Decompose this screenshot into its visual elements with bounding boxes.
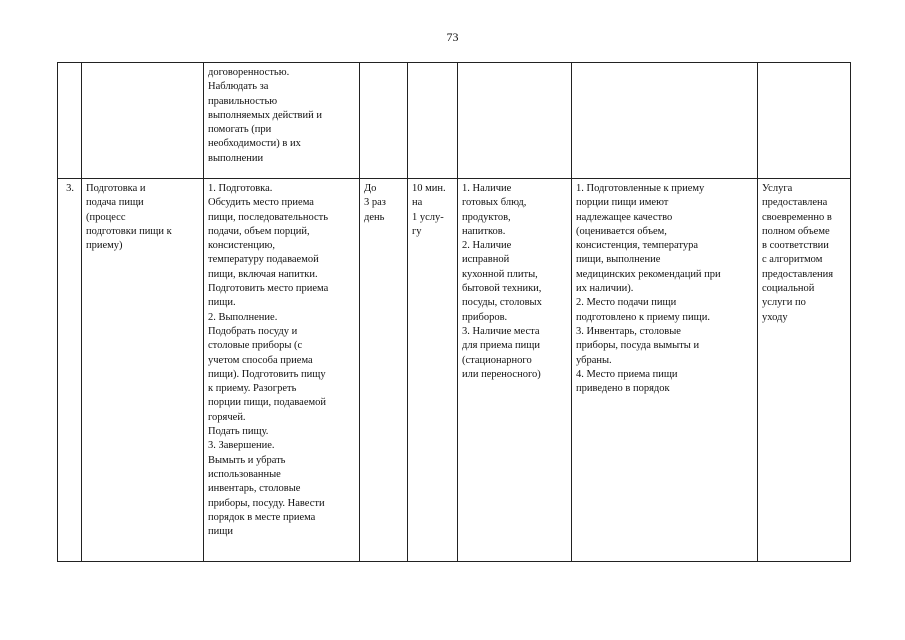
cell-number [58, 63, 82, 179]
cell-quality: 1. Подготовленные к приему порции пищи имеют надлежащее качество (оценивается объем, консистенция, температура пищи, выполнение медицинских рекомендаций при их наличии). 2. Место подачи пищи подготовлено к приему пищи. 3. Инвентарь, столовые приборы, посуда вымыты и убраны. 4. Место приема пищи приведено в порядок [572, 179, 758, 562]
cell-service-name: Подготовка и подача пищи (процесс подготовки пищи к приему) [82, 179, 204, 562]
cell-service-name [82, 63, 204, 179]
cell-result [758, 63, 851, 179]
cell-conditions: 1. Наличие готовых блюд, продуктов, напитков. 2. Наличие исправной кухонной плиты, бытовой техники, посуды, столовых приборов. 3. Наличие места для приема пищи (стационарного или переносного) [458, 179, 572, 562]
cell-quality [572, 63, 758, 179]
cell-duration: 10 мин. на 1 услу- гу [408, 179, 458, 562]
cell-frequency [360, 63, 408, 179]
service-standard-table [57, 62, 851, 562]
cell-frequency: До 3 раз день [360, 179, 408, 562]
cell-description: договоренностью. Наблюдать за правильностью выполняемых действий и помогать (при необходимости) в их выполнении [204, 63, 360, 179]
table-row-service-3 [58, 179, 851, 562]
page-number: 73 [446, 30, 459, 44]
table-row-continuation [58, 63, 851, 179]
cell-duration [408, 63, 458, 179]
cell-result: Услуга предоставлена своевременно в полном объеме в соответствии с алгоритмом предоставления социальной услуги по уходу [758, 179, 851, 562]
cell-number: 3. [58, 179, 82, 562]
cell-conditions [458, 63, 572, 179]
cell-description: 1. Подготовка. Обсудить место приема пищи, последовательность подачи, объем порций, консистенцию, температуру подаваемой пищи, включая напитки. Подготовить место приема пищи. 2. Выполнение. Подобрать посуду и столовые приборы (с учетом способа приема пищи). Подготовить пищу к приему. Разогреть порции пищи, подаваемой горячей. Подать пищу. 3. Завершение. Вымыть и убрать использованные инвентарь, столовые приборы, посуду. Навести порядок в месте приема пищи [204, 179, 360, 562]
